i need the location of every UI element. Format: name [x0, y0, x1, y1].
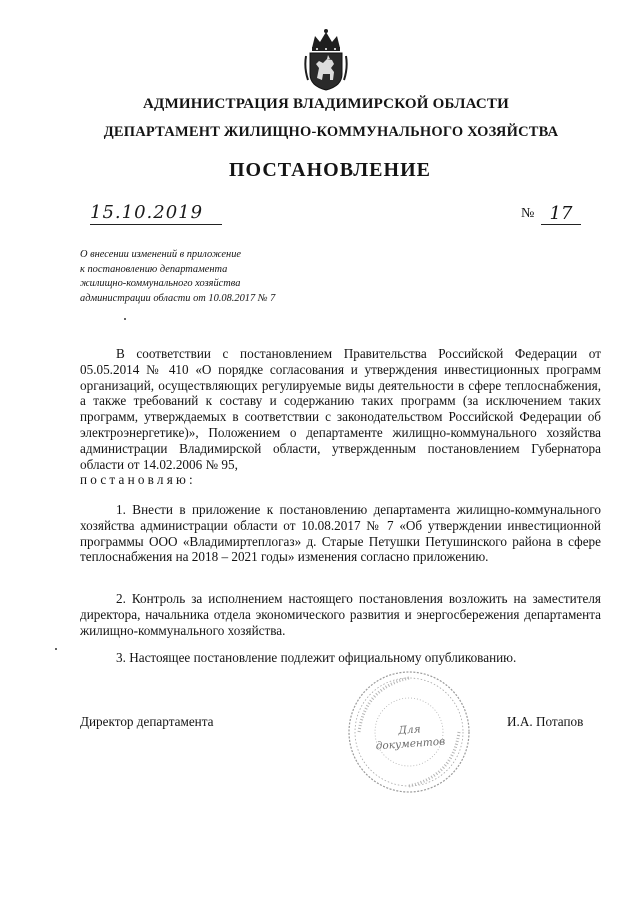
decree-item-text: 1. Внести в приложение к постановлению департамента жилищно-коммунального хозяйства администрации области от 10.08.2017 № 7 «Об утверждении инвестиционной программы ООО «Владимиртеплогаз» д. Старые Петушки Петушинского района в сфере теплоснабжения на 2018 – 2021 годы» изменения согласно приложению.: [80, 502, 601, 565]
signatory-name: И.А. Потапов: [507, 714, 584, 729]
subject-line: жилищно-коммунального хозяйства: [80, 278, 241, 289]
preamble-paragraph: [80, 346, 601, 488]
number-label: №: [521, 206, 535, 221]
decree-item-2: [80, 591, 601, 638]
coat-of-arms-icon: [303, 28, 349, 92]
subject-line: О внесении изменений в приложение: [80, 249, 242, 260]
decree-item-text: 3. Настоящее постановление подлежит официальному опубликованию.: [116, 650, 517, 665]
decree-item-1: [80, 502, 601, 565]
stamp-line: документов: [375, 735, 446, 753]
preamble-text: В соответствии с постановлением Правительства Российской Федерации от 05.05.2014 № 410 «О порядке согласования и утверждения инвестиционных программ организаций, осуществляющих регулируемые виды деятельности в сфере теплоснабжения, а также требований к составу и содержанию таких программ (за исключением таких программ, утверждаемых в соответствии с законодательством Российской Федерации об электроэнергетике)», Положением о департаменте жилищно-коммунального хозяйства администрации Владимирской области, утвержденным постановлением Губернатора области от 14.02.2006 № 95,: [80, 346, 601, 472]
decree-word: постановляю:: [80, 472, 196, 488]
decree-item-text: 2. Контроль за исполнением настоящего постановления возложить на заместителя директора, начальника отдела экономического развития и энергосбережения департамента жилищно-коммунального хозяйства.: [80, 591, 601, 638]
subject-line: администрации области от 10.08.2017 № 7: [80, 292, 276, 304]
stamp-line: Для: [398, 723, 421, 737]
department-name: ДЕПАРТАМЕНТ ЖИЛИЩНО-КОММУНАЛЬНОГО ХОЗЯЙСТВА: [103, 124, 559, 140]
subject-line: к постановлению департамента: [80, 263, 228, 275]
document-subject: [80, 248, 320, 306]
document-type-title: ПОСТАНОВЛЕНИЕ: [229, 159, 431, 181]
signatory-position: Директор департамента: [80, 714, 214, 729]
document-date: 15.10.2019: [90, 202, 222, 225]
decree-item-3: [80, 650, 601, 666]
document-number: 17: [541, 203, 581, 225]
scan-speck: [55, 648, 57, 650]
organization-name: АДМИНИСТРАЦИЯ ВЛАДИМИРСКОЙ ОБЛАСТИ: [143, 96, 509, 112]
scan-speck: [124, 318, 126, 320]
